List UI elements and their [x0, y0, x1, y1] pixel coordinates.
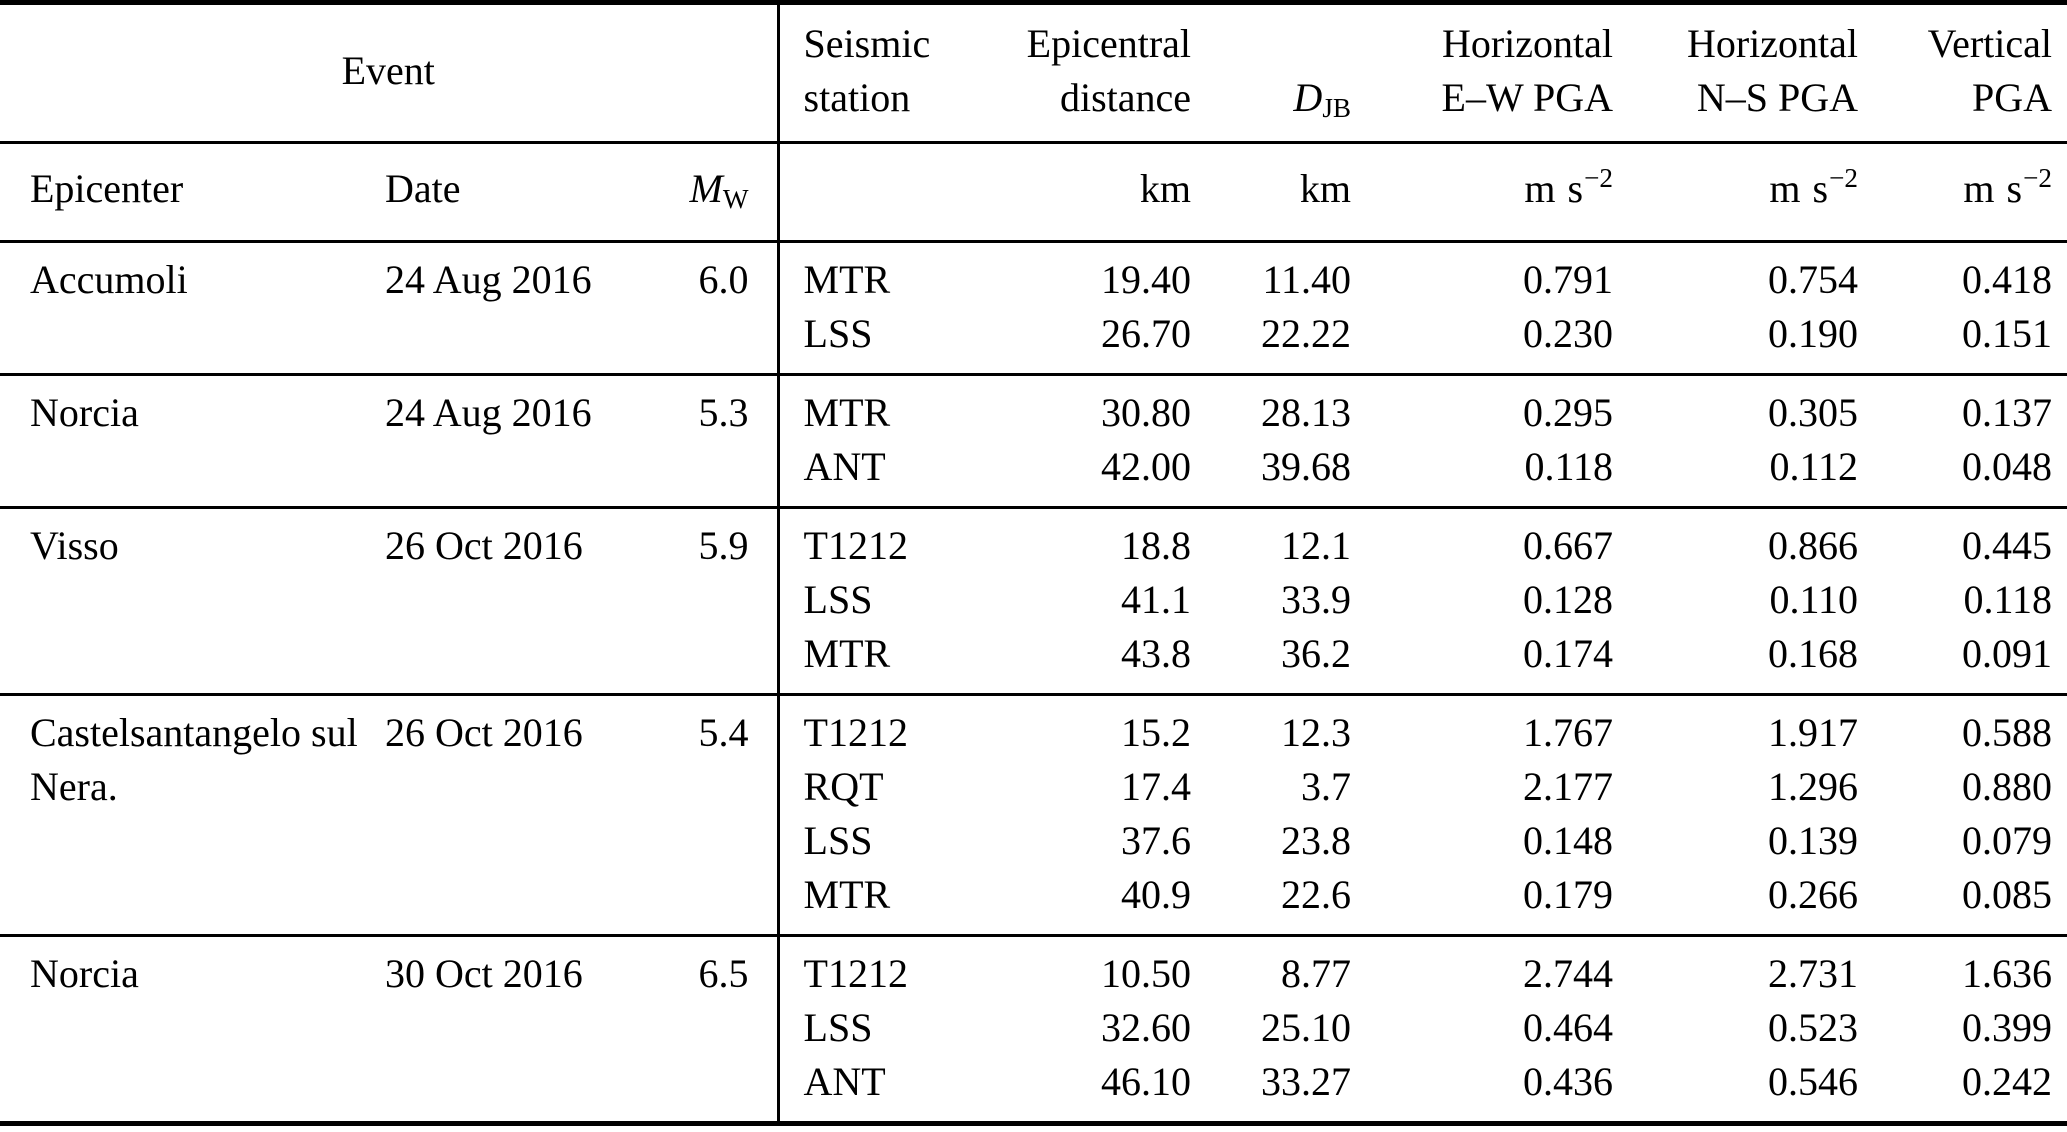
pga-ew-unit — [1351, 143, 1613, 242]
event-mw: 5.3 — [698, 390, 749, 435]
event-date: 24 Aug 2016 — [385, 257, 592, 302]
pga-ew-cell: 0.128 — [1523, 577, 1614, 622]
station-cell: T1212 — [778, 695, 1008, 761]
vertical-pga-header-line2: PGA — [1972, 75, 2053, 120]
pga-ew-cell: 2.744 — [1523, 951, 1614, 996]
event-mw: 5.9 — [698, 523, 749, 568]
station-cell: MTR — [778, 627, 1008, 695]
distance-cell: 46.10 — [1101, 1059, 1192, 1104]
pga-ns-cell: 0.866 — [1768, 523, 1859, 568]
pga-ew-cell: 0.118 — [1524, 444, 1614, 489]
vertical-pga-header — [1858, 3, 2067, 143]
event-group-label: Event — [341, 48, 435, 93]
distance-cell: 26.70 — [1101, 311, 1192, 356]
pga-v-cell: 0.445 — [1962, 523, 2053, 568]
djb-cell: 23.8 — [1281, 818, 1352, 863]
pga-ns-unit-symbol: m $s^{-2}$ — [1769, 163, 1859, 211]
pga-v-cell: 0.399 — [1962, 1005, 2053, 1050]
pga-ew-cell: 0.667 — [1523, 523, 1614, 568]
distance-cell: 40.9 — [1121, 872, 1192, 917]
pga-v-cell: 0.091 — [1962, 631, 2053, 676]
event-mw: 6.5 — [698, 951, 749, 996]
event-epicenter: Visso — [30, 523, 119, 568]
station-row — [0, 375, 2067, 441]
pga-v-cell: 0.079 — [1962, 818, 2053, 863]
distance-cell: 19.40 — [1101, 257, 1192, 302]
djb-cell: 33.9 — [1281, 577, 1352, 622]
pga-ns-cell: 0.190 — [1768, 311, 1859, 356]
mw-header — [665, 143, 778, 242]
epicentral-distance-header-line1: Epicentral — [1026, 21, 1192, 66]
pga-v-unit — [1858, 143, 2067, 242]
djb-cell: 33.27 — [1261, 1059, 1352, 1104]
event-epicenter: Norcia — [30, 951, 139, 996]
pga-ns-header — [1613, 3, 1858, 143]
pga-ns-cell: 0.112 — [1769, 444, 1859, 489]
distance-cell: 41.1 — [1121, 577, 1192, 622]
station-cell: MTR — [778, 375, 1008, 441]
header-row-columns — [0, 3, 2067, 143]
station-cell: T1212 — [778, 936, 1008, 1002]
pga-ns-cell: 0.523 — [1768, 1005, 1859, 1050]
distance-cell: 10.50 — [1101, 951, 1192, 996]
pga-ns-cell: 1.917 — [1768, 710, 1859, 755]
station-cell: LSS — [778, 307, 1008, 375]
pga-ew-cell: 0.179 — [1523, 872, 1614, 917]
djb-header — [1191, 3, 1351, 143]
event-epicenter: Norcia — [30, 390, 139, 435]
seismic-station-header — [778, 3, 1008, 143]
header-row-units — [0, 143, 2067, 242]
pga-ew-header-line2: E–W PGA — [1441, 75, 1614, 120]
event-epicenter: Castelsantangelo sul Nera. — [30, 710, 358, 809]
pga-ns-cell: 0.266 — [1768, 872, 1859, 917]
djb-cell: 39.68 — [1261, 444, 1352, 489]
distance-cell: 42.00 — [1101, 444, 1192, 489]
event-group — [0, 508, 2067, 695]
pga-v-cell: 0.880 — [1962, 764, 2053, 809]
djb-cell: 3.7 — [1301, 764, 1352, 809]
pga-ns-cell: 1.296 — [1768, 764, 1859, 809]
table-header — [0, 3, 2067, 242]
pga-ns-cell: 0.305 — [1768, 390, 1859, 435]
station-cell: LSS — [778, 1001, 1008, 1055]
pga-ns-cell: 0.754 — [1768, 257, 1859, 302]
pga-v-cell: 0.588 — [1962, 710, 2053, 755]
pga-ew-cell: 0.174 — [1523, 631, 1614, 676]
event-epicenter: Accumoli — [30, 257, 188, 302]
epicentral-distance-header — [1008, 3, 1191, 143]
event-date: 24 Aug 2016 — [385, 390, 592, 435]
epicenter-header: Epicenter — [0, 143, 385, 242]
pga-ns-cell: 2.731 — [1768, 951, 1859, 996]
station-cell: MTR — [778, 242, 1008, 308]
station-cell: LSS — [778, 573, 1008, 627]
station-row — [0, 695, 2067, 761]
event-date: 26 Oct 2016 — [385, 710, 583, 755]
station-row — [0, 936, 2067, 1002]
pga-ns-header-line2: N–S PGA — [1696, 75, 1859, 120]
event-mw: 6.0 — [698, 257, 749, 302]
pga-v-cell: 0.418 — [1962, 257, 2053, 302]
pga-v-cell: 0.118 — [1963, 577, 2053, 622]
date-header: Date — [385, 143, 665, 242]
pga-v-cell: 1.636 — [1962, 951, 2053, 996]
station-cell: ANT — [778, 1055, 1008, 1124]
pga-ew-cell: 1.767 — [1523, 710, 1614, 755]
pga-ew-cell: 0.295 — [1523, 390, 1614, 435]
pga-v-cell: 0.242 — [1962, 1059, 2053, 1104]
event-mw: 5.4 — [698, 710, 749, 755]
distance-cell: 15.2 — [1121, 710, 1192, 755]
station-cell: MTR — [778, 868, 1008, 936]
pga-ew-unit-symbol: m $s^{-2}$ — [1524, 163, 1614, 211]
djb-cell: 12.3 — [1281, 710, 1352, 755]
distance-cell: 32.60 — [1101, 1005, 1192, 1050]
station-row — [0, 508, 2067, 574]
distance-cell: 30.80 — [1101, 390, 1192, 435]
pga-ew-cell: 0.791 — [1523, 257, 1614, 302]
event-group — [0, 695, 2067, 936]
pga-ns-unit — [1613, 143, 1858, 242]
pga-v-unit-symbol: m $s^{-2}$ — [1963, 163, 2053, 211]
distance-cell: 17.4 — [1121, 764, 1192, 809]
pga-ew-header — [1351, 3, 1613, 143]
distance-cell: 37.6 — [1121, 818, 1192, 863]
djb-cell: 22.6 — [1281, 872, 1352, 917]
djb-cell: 28.13 — [1261, 390, 1352, 435]
vertical-pga-header-line1: Vertical — [1927, 21, 2053, 66]
pga-ew-cell: 2.177 — [1523, 764, 1614, 809]
station-cell: ANT — [778, 440, 1008, 508]
station-units-cell — [778, 143, 1008, 242]
pga-ns-cell: 0.139 — [1768, 818, 1859, 863]
pga-v-cell: 0.085 — [1962, 872, 2053, 917]
djb-unit: km — [1191, 143, 1351, 242]
event-date: 30 Oct 2016 — [385, 951, 583, 996]
pga-v-cell: 0.151 — [1962, 311, 2053, 356]
pga-ew-cell: 0.436 — [1523, 1059, 1614, 1104]
event-group — [0, 375, 2067, 508]
pga-ew-cell: 0.148 — [1523, 818, 1614, 863]
event-date: 26 Oct 2016 — [385, 523, 583, 568]
djb-cell: 11.40 — [1262, 257, 1352, 302]
pga-ns-cell: 0.546 — [1768, 1059, 1859, 1104]
event-group-header — [0, 3, 778, 143]
seismic-station-header-line1: Seismic — [803, 21, 931, 66]
distance-cell: 43.8 — [1121, 631, 1192, 676]
station-cell: RQT — [778, 760, 1008, 814]
distance-cell: 18.8 — [1121, 523, 1192, 568]
pga-ns-header-line1: Horizontal — [1686, 21, 1859, 66]
djb-cell: 8.77 — [1281, 951, 1352, 996]
djb-cell: 22.22 — [1261, 311, 1352, 356]
station-cell: T1212 — [778, 508, 1008, 574]
station-row — [0, 242, 2067, 308]
mw-symbol: $M_W$ — [689, 166, 749, 214]
pga-ew-cell: 0.230 — [1523, 311, 1614, 356]
pga-ns-cell: 0.168 — [1768, 631, 1859, 676]
pga-v-cell: 0.048 — [1962, 444, 2053, 489]
seismic-station-header-line2: station — [803, 75, 911, 120]
event-group — [0, 936, 2067, 1124]
pga-ew-header-line1: Horizontal — [1441, 21, 1614, 66]
distance-unit: km — [1008, 143, 1191, 242]
pga-ns-cell: 0.110 — [1769, 577, 1859, 622]
event-group — [0, 242, 2067, 375]
epicentral-distance-header-line2: distance — [1059, 75, 1192, 120]
djb-cell: 36.2 — [1281, 631, 1352, 676]
pga-ew-cell: 0.464 — [1523, 1005, 1614, 1050]
station-cell: LSS — [778, 814, 1008, 868]
djb-cell: 25.10 — [1261, 1005, 1352, 1050]
pga-v-cell: 0.137 — [1962, 390, 2053, 435]
djb-cell: 12.1 — [1281, 523, 1352, 568]
djb-symbol: $D_{JB}$ — [1293, 75, 1352, 123]
